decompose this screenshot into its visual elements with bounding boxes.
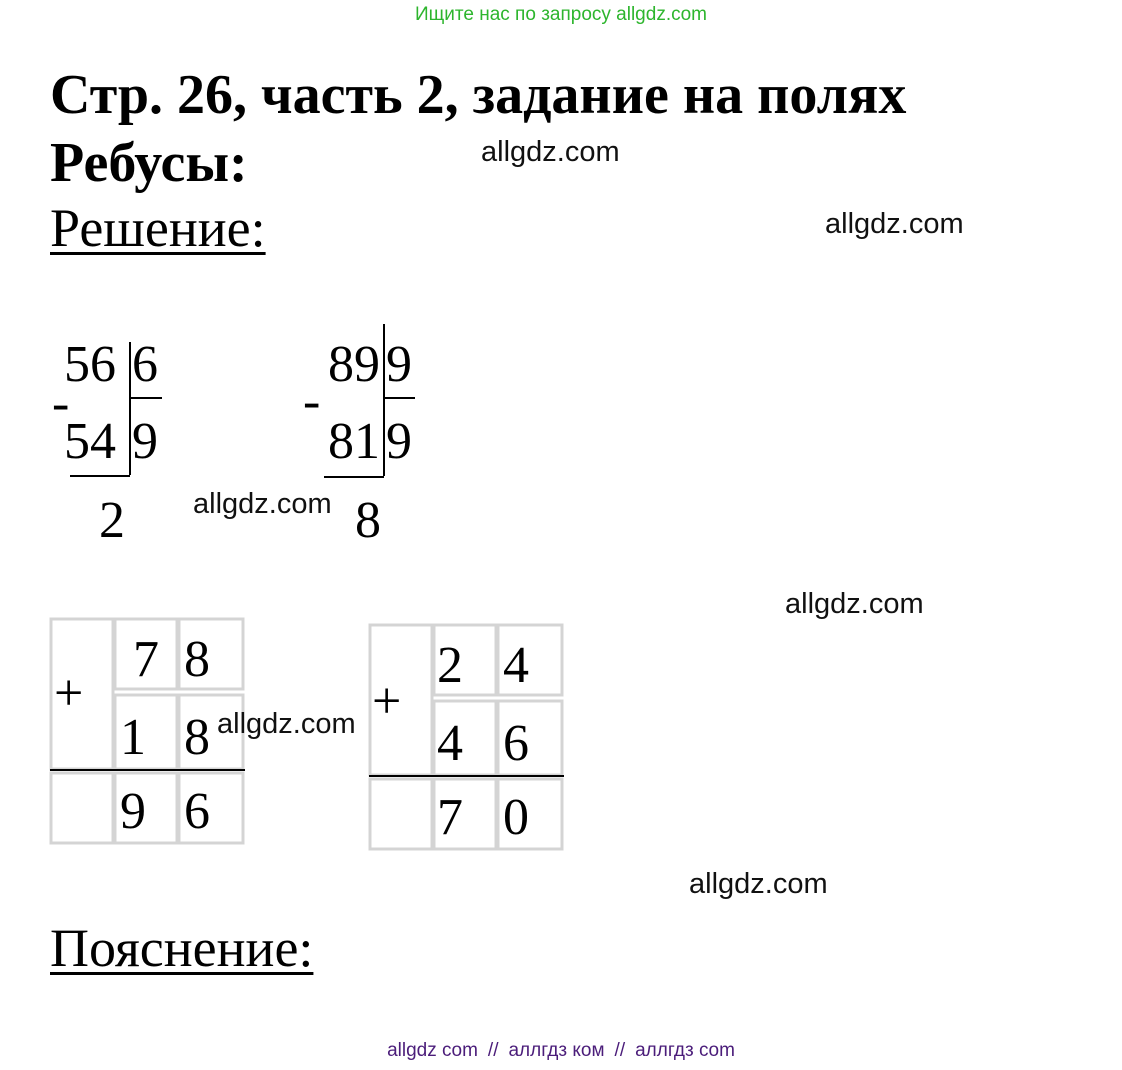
digit: 9 <box>120 783 146 840</box>
footer-links <box>0 1040 1122 1062</box>
digit: 7 <box>133 631 159 688</box>
watermark: allgdz.com <box>193 488 332 520</box>
page-title: Стр. 26, часть 2, задание на полях <box>50 64 907 126</box>
digit: 6 <box>184 783 210 840</box>
digit: 8 <box>184 631 210 688</box>
dividend: 56 <box>64 336 116 393</box>
watermark: allgdz.com <box>481 136 620 168</box>
footer-link[interactable]: allgdz com <box>387 1040 478 1061</box>
plus-sign: + <box>372 673 402 730</box>
digit: 2 <box>437 637 463 694</box>
remainder: 8 <box>355 492 381 549</box>
digit: 7 <box>437 789 463 846</box>
footer-separator: // <box>487 1040 499 1061</box>
product: 81 <box>328 413 380 470</box>
watermark: allgdz.com <box>825 208 964 240</box>
footer-separator: // <box>614 1040 626 1061</box>
explanation-heading: Пояснение: <box>50 918 314 978</box>
solution-heading: Решение: <box>50 198 266 258</box>
digit: 0 <box>503 789 529 846</box>
product: 54 <box>64 413 116 470</box>
remainder: 2 <box>99 492 125 549</box>
divisor: 6 <box>132 336 158 393</box>
quotient: 9 <box>386 413 412 470</box>
watermark: allgdz.com <box>689 868 828 900</box>
plus-sign: + <box>54 665 84 722</box>
watermark: allgdz.com <box>785 588 924 620</box>
digit: 8 <box>184 709 210 766</box>
page-subtitle: Ребусы: <box>50 132 248 194</box>
watermark: allgdz.com <box>217 708 356 740</box>
digit: 1 <box>120 709 146 766</box>
division-1 <box>40 320 190 550</box>
digit: 4 <box>503 637 529 694</box>
digit: 6 <box>503 715 529 772</box>
minus-sign: - <box>52 375 70 432</box>
footer-link[interactable]: аллгдз ком <box>508 1040 605 1061</box>
divisor: 9 <box>386 336 412 393</box>
footer-link[interactable]: аллгдз com <box>635 1040 735 1061</box>
quotient: 9 <box>132 413 158 470</box>
minus-sign: - <box>303 373 321 430</box>
top-banner[interactable]: Ищите нас по запросу allgdz.com <box>414 4 707 25</box>
dividend: 89 <box>328 336 380 393</box>
addition-2 <box>367 622 569 854</box>
digit: 4 <box>437 715 463 772</box>
